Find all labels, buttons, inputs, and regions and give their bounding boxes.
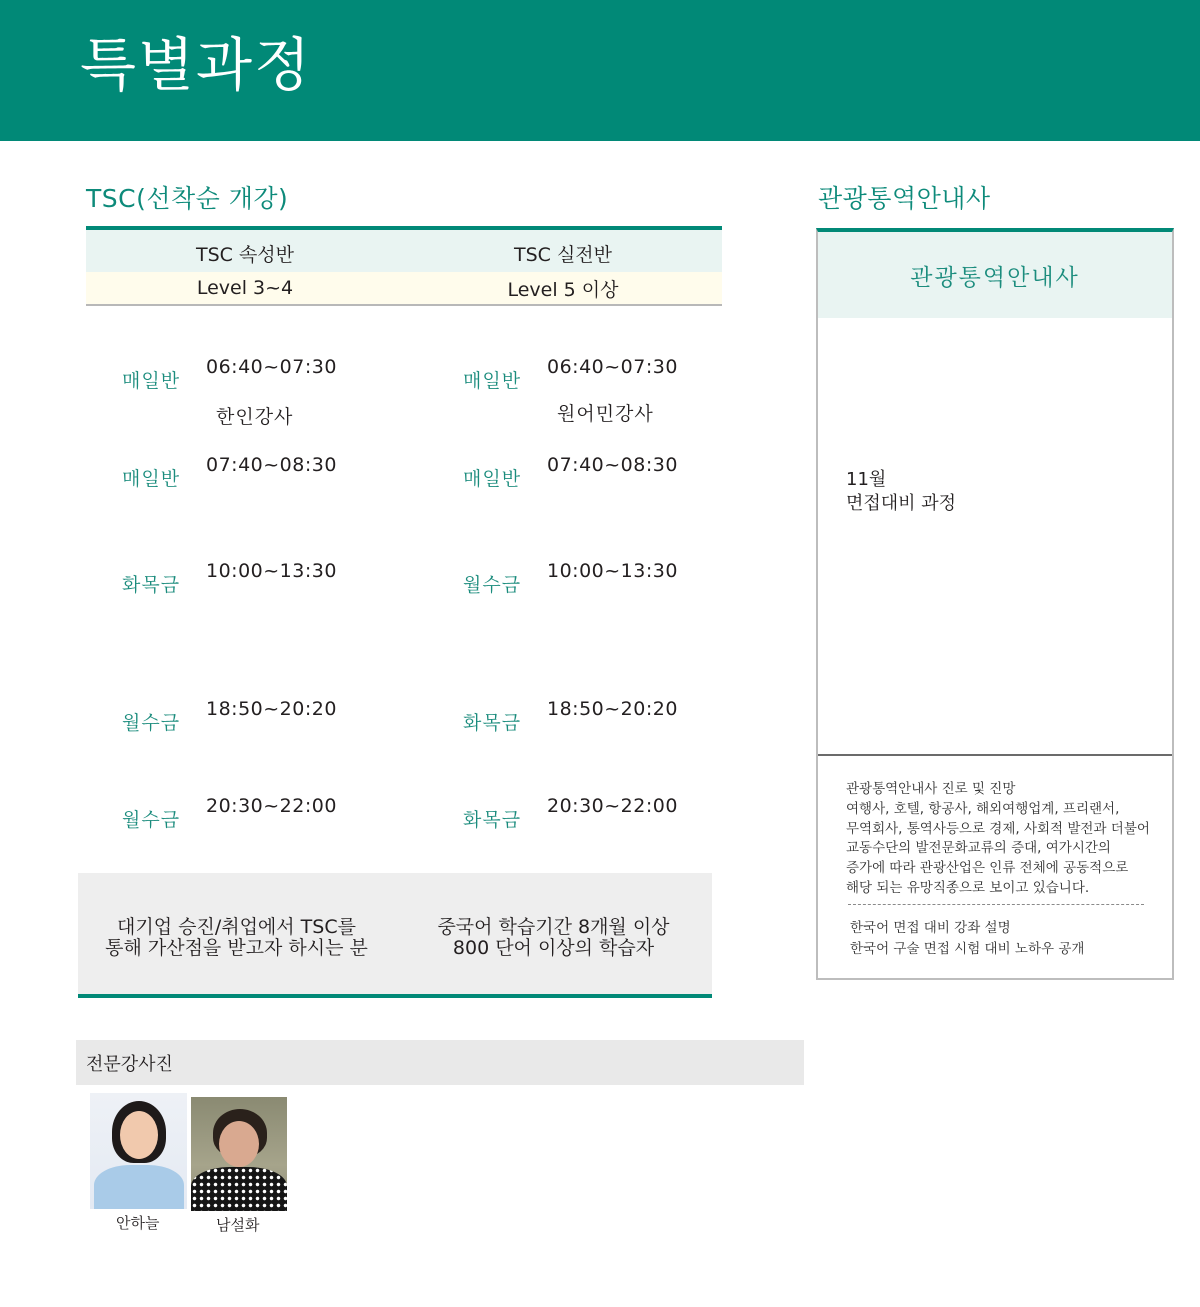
instructor-name: 남설화 [216,1216,260,1234]
tsc-section-title: TSC(선착순 개강) [86,184,289,213]
schedule-days: 매일반 [122,370,181,392]
tour-guide-points [850,918,1084,960]
description-line: 여행사, 호텔, 항공사, 해외여행업계, 프리랜서, [846,800,1120,817]
target-audience-speed [78,873,395,994]
tour-guide-card [816,228,1174,980]
tour-guide-card-header: 관광통역안내사 [818,232,1172,318]
description-line: 증가에 따라 관광산업은 인류 전체에 공동적으로 [846,860,1129,877]
schedule-time: 10:00~13:30 [206,560,337,582]
course-name-row [86,230,722,272]
schedule-days: 매일반 [463,468,522,490]
target-line: 800 단어 이상의 학습자 [452,936,655,959]
schedule-item [122,356,337,393]
teacher-type: 원어민강사 [557,403,654,425]
target-line: 대기업 승진/취업에서 TSC를 [117,915,356,938]
course-level-practical: Level 5 이상 [507,278,619,301]
target-audience-practical [395,873,712,994]
schedule-item [122,560,337,597]
schedule-item [463,560,678,597]
schedule-time: 18:50~20:20 [547,698,678,720]
schedule-time: 20:30~22:00 [206,795,337,817]
schedule-item [122,795,337,832]
schedule-time: 18:50~20:20 [206,698,337,720]
description-line: 무역회사, 통역사등으로 경제, 사회적 발전과 더불어 [846,820,1150,837]
course-level-speed: Level 3~4 [196,277,294,299]
schedule-item [463,698,678,735]
instructor-photo [191,1097,287,1211]
schedule-item [463,454,678,491]
schedule-time: 06:40~07:30 [547,356,678,378]
instructors-header: 전문강사진 [76,1040,804,1085]
teacher-type: 한인강사 [216,406,294,428]
course-name: 면접대비 과정 [846,493,957,514]
schedule-days: 월수금 [122,809,181,831]
schedule-days: 매일반 [463,370,522,392]
description-line: 해당 되는 유망직종으로 보이고 있습니다. [846,879,1090,896]
page-title: 특별과정 [80,31,313,99]
instructor-photo [90,1093,187,1209]
schedule-time: 07:40~08:30 [206,454,337,476]
target-audience-box [78,873,712,998]
schedule-time: 06:40~07:30 [206,356,337,378]
schedule-time: 20:30~22:00 [547,795,678,817]
target-line: 중국어 학습기간 8개월 이상 [437,915,670,938]
schedule-days: 월수금 [463,574,522,596]
dotted-divider [848,904,1144,905]
course-name-speed: TSC 속성반 [195,243,295,266]
schedule-days: 매일반 [122,468,181,490]
target-line: 통해 가산점을 받고자 하시는 분 [105,936,368,959]
course-level-row [86,272,722,306]
tsc-course-table-header [86,226,722,306]
schedule-days: 화목금 [463,809,522,831]
point-line: 한국어 면접 대비 강좌 설명 [850,920,1011,936]
description-line: 관광통역안내사 진로 및 진망 [846,781,1016,797]
schedule-days: 화목금 [122,574,181,596]
schedule-days: 월수금 [122,712,181,734]
schedule-time: 07:40~08:30 [547,454,678,476]
header-banner [0,0,1200,141]
schedule-days: 화목금 [463,712,522,734]
point-line: 한국어 구술 면접 시험 대비 노하우 공개 [850,941,1085,957]
schedule-item [463,795,678,832]
instructor-name: 안하늘 [116,1214,160,1232]
schedule-item [122,454,337,491]
course-month: 11월 [846,469,887,490]
tour-guide-section-title: 관광통역안내사 [818,184,991,213]
schedule-item [463,356,678,393]
tour-guide-description [846,780,1150,899]
divider [818,754,1172,756]
schedule-item [122,698,337,735]
tour-guide-course [846,468,956,516]
schedule-time: 10:00~13:30 [547,560,678,582]
course-name-practical: TSC 실전반 [513,243,613,266]
description-line: 교동수단의 발전문화교류의 증대, 여가시간의 [846,840,1111,857]
